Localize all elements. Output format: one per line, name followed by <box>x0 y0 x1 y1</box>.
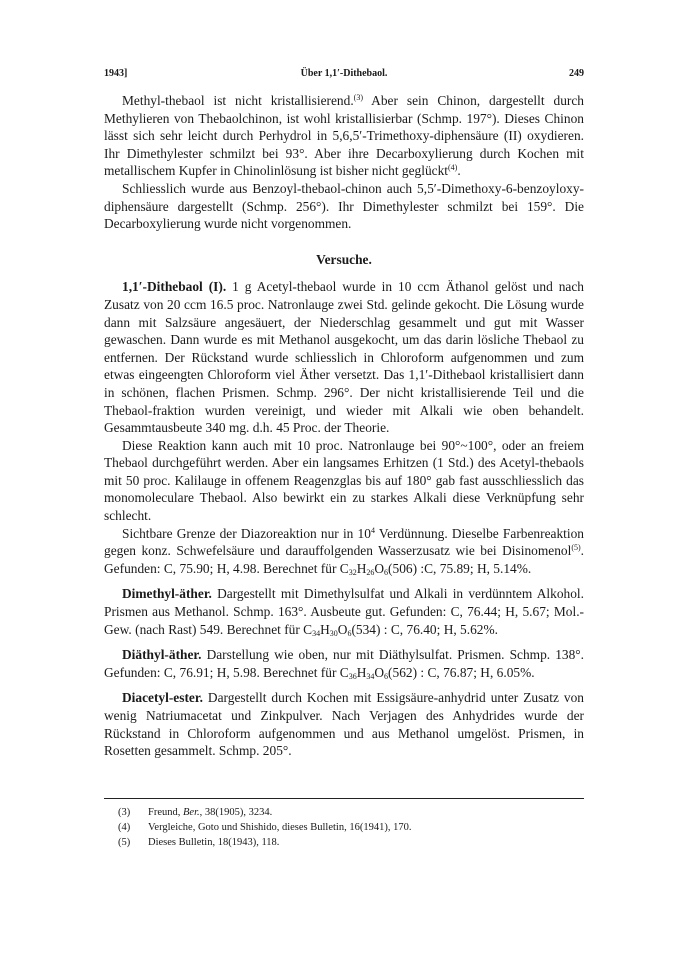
article-body <box>104 92 584 760</box>
footnote-5: (5) Dieses Bulletin, 18(1943), 118. <box>118 837 280 848</box>
compound-heading: Dimethyl-äther. <box>122 586 212 602</box>
footnote-ref[interactable]: (4) <box>448 163 458 173</box>
running-header <box>104 68 584 84</box>
compound-heading: 1,1′-Dithebaol (I). <box>122 279 227 295</box>
header-title: Über 1,1′-Dithebaol. <box>300 68 388 79</box>
diacetyl-paragraph: Diacetyl-ester. Dargestellt durch Kochen mit Essigsäure-anhydrid unter Zusatz von wenig Natriumacetat und Zinkpulver. Nach Verjagen des Anhydrides wurde der Rückstand in Chloroform aufgenommen und aus Methanol umgelöst. Prismen, in Rosetten gesammelt. Schmp. 205°. <box>104 690 584 759</box>
header-year: 1943] <box>104 68 128 79</box>
dithebaol-paragraph: 1,1′-Dithebaol (I). 1 g Acetyl-thebaol wurde in 10 ccm Äthanol gelöst und nach Zusatz von 20 ccm 16.5 proc. Natronlauge zwei Std. gelinde gekocht. Die Lösung wurde dann mit Salzsäure angesäuert, der Niederschlag gesammelt und gut mit Wasser gewaschen. Dann wurde es mit Methanol ausgekocht, um das darin lösliche Thebaol zu entfernen. Der Rückstand wurde schliesslich in Chloroform aufgenommen und zum etwas eingeengten Chloroform viel Äther versetzt. Das 1,1′-Dithebaol kristallisiert dann in schönen, flachen Prismen. Schmp. 296°. Der nicht kristallisierende Teil und die Thebaol-fraktion wurden vereinigt, und wieder mit Alkali wie oben behandelt. Gesammtausbeute 340 mg. d.h. 45 Proc. der Theorie. <box>104 279 584 436</box>
diathyl-paragraph: Diäthyl-äther. Darstellung wie oben, nur mit Diäthylsulfat. Prismen. Schmp. 138°. Gefunden: C, 76.91; H, 5.98. Berechnet für $C_{36}H_{34}O_6(562)$ : C, 76.87; H, 6.05%. <box>104 647 584 681</box>
footnote-4: (4) Vergleiche, Goto und Shishido, dieses Bulletin, 16(1941), 170. <box>118 822 412 833</box>
intro-paragraph-1: Methyl-thebaol ist nicht kristallisierend.$^{(3)}$ Aber sein Chinon, dargestellt durch Methylieren von Thebaolchinon, ist wohl kristallisierbar (Schmp. 197°). Dieses Chinon lässt sich sehr leicht durch Perhydrol in 5,6,5′-Trimethoxy-diphensäure (II) oxydieren. Ihr Dimethylester schmilzt bei 93°. Aber ihre Decarboxylierung durch Kochen mit metallischem Kupfer in Chinolinlösung ist bisher nicht geglückt$^{(4)}$. <box>104 93 584 179</box>
footnote-divider <box>104 798 584 799</box>
footnote-ref[interactable]: (3) <box>353 93 363 102</box>
intro-paragraph-2: Schliesslich wurde aus Benzoyl-thebaol-chinon auch 5,5′-Dimethoxy-6-benzoyloxy-diphensäure dargestellt (Schmp. 256°). Ihr Dimethylester schmilzt bei 159°. Die Decarboxylierung wurde nicht vorgenommen. <box>104 180 584 232</box>
compound-heading: Diacetyl-ester. <box>122 690 203 706</box>
compound-heading: Diäthyl-äther. <box>122 647 202 663</box>
footnote-3: (3) Freund, Ber., 38(1905), 3234. <box>118 807 273 818</box>
section-heading: Versuche. <box>316 251 372 267</box>
dimethyl-paragraph: Dimethyl-äther. Dargestellt mit Dimethylsulfat und Alkali in verdünntem Alkohol. Prismen aus Methanol. Schmp. 163°. Ausbeute gut. Gefunden: C, 76.44; H, 5.67; Mol.-Gew. (nach Rast) 549. Berechnet für $C_{34}H_{30}O_6(534)$ : C, 76.40; H, 5.62%. <box>104 586 584 638</box>
footnote-ref[interactable]: (5) <box>571 543 581 553</box>
dithebaol-paragraph-2: Diese Reaktion kann auch mit 10 proc. Natronlauge bei 90°~100°, oder an freiem Thebaol durchgeführt werden. Aber ein langsames Erhitzen (1 Std.) des Acetyl-thebaols mit 50 proc. Kalilauge in offenem Reagenzglas bis auf 180° gab fast ausschliesslich das monomoleculare Thebaol. Also bewirkt ein zu starkes Alkali diese Verknüpfung sehr schlecht. <box>104 437 584 524</box>
page-number: 249 <box>569 68 584 79</box>
dithebaol-paragraph-3: Sichtbare Grenze der Diazoreaktion nur in $10^4$ Verdünnung. Dieselbe Farbenreaktion gegen konz. Schwefelsäure und darauffolgenden Wasserzusatz wie bei Disinomenol$^{(5)}$. Gefunden: C, 75.90; H, 4.98. Berechnet für $C_{32}H_{26}O_6(506)$ :C, 75.89; H, 5.14%. <box>104 525 584 577</box>
